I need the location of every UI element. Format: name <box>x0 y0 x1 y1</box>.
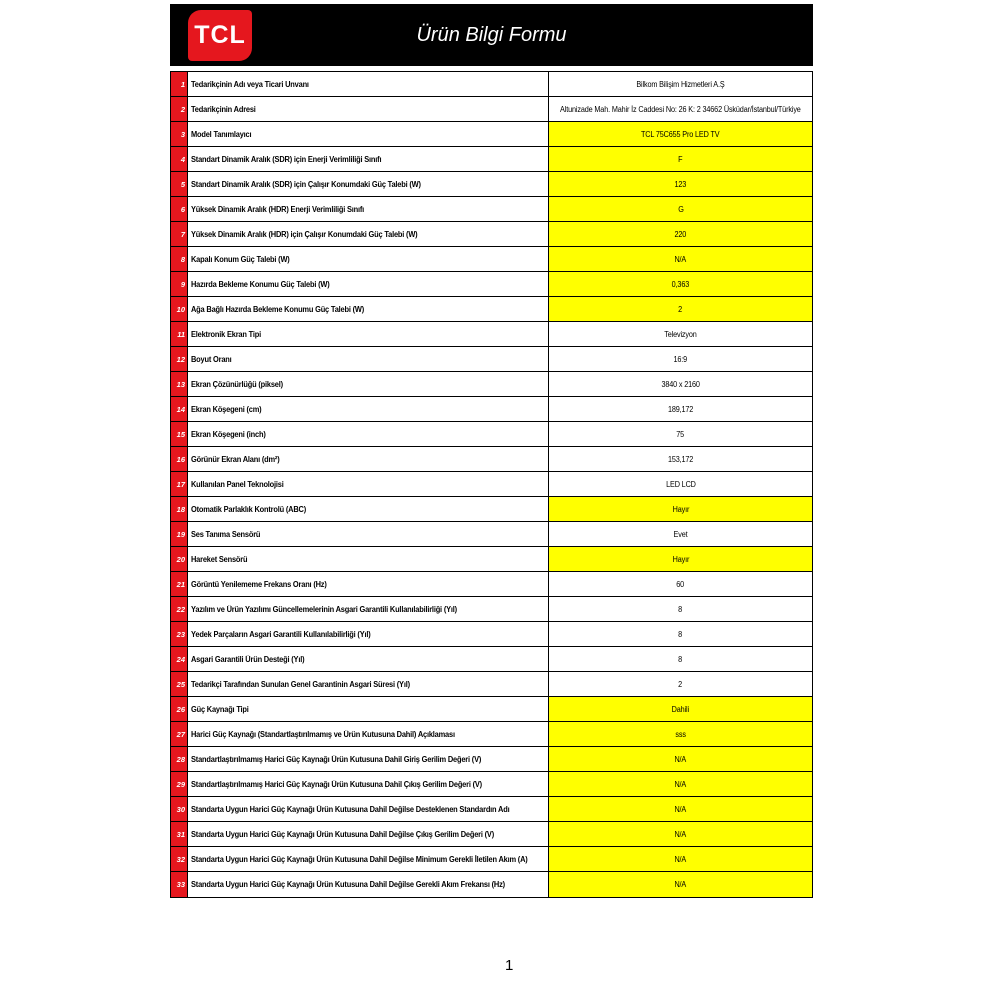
row-label: Güç Kaynağı Tipi <box>188 697 549 721</box>
row-number: 25 <box>171 672 188 696</box>
row-number: 11 <box>171 322 188 346</box>
row-label: Standart Dinamik Aralık (SDR) için Çalışır Konumdaki Güç Talebi (W) <box>188 172 549 196</box>
row-value: 75 <box>549 422 812 446</box>
document-header <box>170 4 813 66</box>
table-row <box>171 747 812 772</box>
row-label: Standarta Uygun Harici Güç Kaynağı Ürün Kutusuna Dahil Değilse Desteklenen Standardın Adı <box>188 797 549 821</box>
row-number: 3 <box>171 122 188 146</box>
table-row <box>171 297 812 322</box>
row-label: Asgari Garantili Ürün Desteği (Yıl) <box>188 647 549 671</box>
table-row <box>171 622 812 647</box>
table-row <box>171 172 812 197</box>
row-number: 33 <box>171 872 188 897</box>
row-value: 16:9 <box>549 347 812 371</box>
row-number: 31 <box>171 822 188 846</box>
table-row <box>171 347 812 372</box>
row-label: Standartlaştırılmamış Harici Güç Kaynağı Ürün Kutusuna Dahil Çıkış Gerilim Değeri (V) <box>188 772 549 796</box>
row-number: 29 <box>171 772 188 796</box>
row-label: Model Tanımlayıcı <box>188 122 549 146</box>
row-label: Tedarikçinin Adı veya Ticari Unvanı <box>188 72 549 96</box>
row-number: 17 <box>171 472 188 496</box>
row-label: Standart Dinamik Aralık (SDR) için Enerji Verimliliği Sınıfı <box>188 147 549 171</box>
row-value: 8 <box>549 622 812 646</box>
table-row <box>171 97 812 122</box>
row-number: 6 <box>171 197 188 221</box>
row-number: 30 <box>171 797 188 821</box>
row-number: 27 <box>171 722 188 746</box>
row-label: Tedarikçi Tarafından Sunulan Genel Garantinin Asgari Süresi (Yıl) <box>188 672 549 696</box>
table-row <box>171 547 812 572</box>
table-row <box>171 197 812 222</box>
row-label: Otomatik Parlaklık Kontrolü (ABC) <box>188 497 549 521</box>
row-value: Hayır <box>549 497 812 521</box>
row-number: 26 <box>171 697 188 721</box>
row-value: N/A <box>549 872 812 897</box>
row-label: Ses Tanıma Sensörü <box>188 522 549 546</box>
row-number: 12 <box>171 347 188 371</box>
row-label: Kapalı Konum Güç Talebi (W) <box>188 247 549 271</box>
row-value: Bilkom Bilişim Hizmetleri A.Ş <box>549 72 812 96</box>
table-row <box>171 597 812 622</box>
table-row <box>171 147 812 172</box>
table-row <box>171 72 812 97</box>
row-number: 7 <box>171 222 188 246</box>
row-label: Ağa Bağlı Hazırda Bekleme Konumu Güç Talebi (W) <box>188 297 549 321</box>
tcl-logo-text: TCL <box>194 21 246 49</box>
row-label: Yüksek Dinamik Aralık (HDR) Enerji Verimliliği Sınıfı <box>188 197 549 221</box>
row-value: N/A <box>549 797 812 821</box>
page-title: Ürün Bilgi Formu <box>416 23 567 46</box>
table-row <box>171 872 812 897</box>
row-value: 153,172 <box>549 447 812 471</box>
row-number: 9 <box>171 272 188 296</box>
table-row <box>171 447 812 472</box>
row-label: Elektronik Ekran Tipi <box>188 322 549 346</box>
row-label: Ekran Köşegeni (inch) <box>188 422 549 446</box>
row-value: Televizyon <box>549 322 812 346</box>
table-row <box>171 672 812 697</box>
row-number: 13 <box>171 372 188 396</box>
table-row <box>171 247 812 272</box>
row-value: 2 <box>549 672 812 696</box>
row-number: 20 <box>171 547 188 571</box>
row-label: Görüntü Yenilememe Frekans Oranı (Hz) <box>188 572 549 596</box>
row-label: Standartlaştırılmamış Harici Güç Kaynağı Ürün Kutusuna Dahil Giriş Gerilim Değeri (V) <box>188 747 549 771</box>
table-row <box>171 472 812 497</box>
row-value: 3840 x 2160 <box>549 372 812 396</box>
table-row <box>171 797 812 822</box>
table-row <box>171 572 812 597</box>
row-label: Standarta Uygun Harici Güç Kaynağı Ürün Kutusuna Dahil Değilse Çıkış Gerilim Değeri (V) <box>188 822 549 846</box>
row-number: 10 <box>171 297 188 321</box>
row-label: Yazılım ve Ürün Yazılımı Güncellemelerinin Asgari Garantili Kullanılabilirliği (Yıl) <box>188 597 549 621</box>
row-number: 23 <box>171 622 188 646</box>
row-value: F <box>549 147 812 171</box>
table-row <box>171 722 812 747</box>
row-value: 60 <box>549 572 812 596</box>
row-number: 14 <box>171 397 188 421</box>
row-label: Yüksek Dinamik Aralık (HDR) için Çalışır Konumdaki Güç Talebi (W) <box>188 222 549 246</box>
row-value: TCL 75C655 Pro LED TV <box>549 122 812 146</box>
row-label: Kullanılan Panel Teknolojisi <box>188 472 549 496</box>
row-value: G <box>549 197 812 221</box>
page-number: 1 <box>505 957 514 974</box>
row-number: 24 <box>171 647 188 671</box>
row-number: 15 <box>171 422 188 446</box>
table-row <box>171 122 812 147</box>
row-value: LED LCD <box>549 472 812 496</box>
table-row <box>171 697 812 722</box>
row-value: Hayır <box>549 547 812 571</box>
table-row <box>171 372 812 397</box>
row-value: Altunizade Mah. Mahir İz Caddesi No: 26 K: 2 34662 Üsküdar/İstanbul/Türkiye <box>549 97 812 121</box>
row-value: N/A <box>549 747 812 771</box>
row-number: 5 <box>171 172 188 196</box>
row-label: Tedarikçinin Adresi <box>188 97 549 121</box>
row-value: N/A <box>549 847 812 871</box>
row-label: Hareket Sensörü <box>188 547 549 571</box>
row-label: Hazırda Bekleme Konumu Güç Talebi (W) <box>188 272 549 296</box>
row-number: 8 <box>171 247 188 271</box>
row-value: N/A <box>549 772 812 796</box>
table-row <box>171 847 812 872</box>
row-number: 18 <box>171 497 188 521</box>
row-value: 189,172 <box>549 397 812 421</box>
row-label: Görünür Ekran Alanı (dm²) <box>188 447 549 471</box>
row-number: 21 <box>171 572 188 596</box>
row-label: Yedek Parçaların Asgari Garantili Kullanılabilirliği (Yıl) <box>188 622 549 646</box>
row-label: Standarta Uygun Harici Güç Kaynağı Ürün Kutusuna Dahil Değilse Gerekli Akım Frekansı (Hz) <box>188 872 549 897</box>
table-row <box>171 647 812 672</box>
row-value: 123 <box>549 172 812 196</box>
row-value: N/A <box>549 822 812 846</box>
row-number: 2 <box>171 97 188 121</box>
row-value: 2 <box>549 297 812 321</box>
row-value: 8 <box>549 597 812 621</box>
table-row <box>171 422 812 447</box>
table-row <box>171 222 812 247</box>
row-value: N/A <box>549 247 812 271</box>
row-number: 1 <box>171 72 188 96</box>
table-row <box>171 322 812 347</box>
row-number: 32 <box>171 847 188 871</box>
table-row <box>171 272 812 297</box>
row-label: Ekran Köşegeni (cm) <box>188 397 549 421</box>
table-row <box>171 497 812 522</box>
table-row <box>171 522 812 547</box>
row-label: Standarta Uygun Harici Güç Kaynağı Ürün Kutusuna Dahil Değilse Minimum Gerekli İletilen Akım (A) <box>188 847 549 871</box>
row-number: 22 <box>171 597 188 621</box>
row-label: Ekran Çözünürlüğü (piksel) <box>188 372 549 396</box>
row-value: 0,363 <box>549 272 812 296</box>
table-row <box>171 822 812 847</box>
row-number: 16 <box>171 447 188 471</box>
row-label: Harici Güç Kaynağı (Standartlaştırılmamış ve Ürün Kutusuna Dahil) Açıklaması <box>188 722 549 746</box>
row-value: 220 <box>549 222 812 246</box>
row-value: sss <box>549 722 812 746</box>
row-value: Evet <box>549 522 812 546</box>
table-row <box>171 397 812 422</box>
row-number: 28 <box>171 747 188 771</box>
row-number: 19 <box>171 522 188 546</box>
product-info-table <box>170 71 813 898</box>
row-value: 8 <box>549 647 812 671</box>
row-value: Dahili <box>549 697 812 721</box>
table-row <box>171 772 812 797</box>
row-label: Boyut Oranı <box>188 347 549 371</box>
row-number: 4 <box>171 147 188 171</box>
